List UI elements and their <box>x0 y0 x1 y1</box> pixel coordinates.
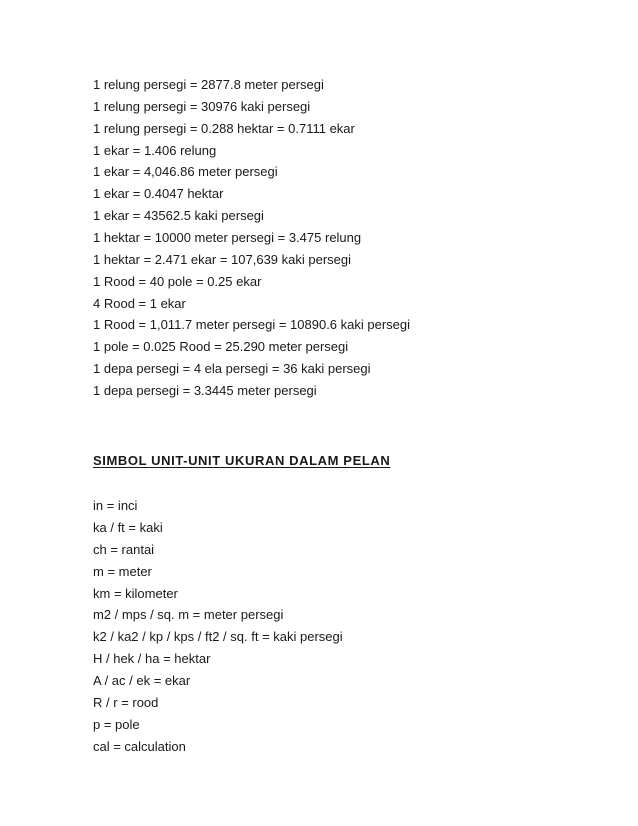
conversion-list <box>93 74 410 402</box>
symbol-line: R / r = rood <box>93 695 159 711</box>
conversion-line: 1 relung persegi = 0.288 hektar = 0.7111 ekar <box>93 120 355 136</box>
symbol-line: p = pole <box>93 716 140 732</box>
symbol-line: ch = rantai <box>93 541 155 557</box>
conversion-line: 1 ekar = 0.4047 hektar <box>93 186 224 202</box>
conversion-line: 1 Rood = 1,011.7 meter persegi = 10890.6 kaki persegi <box>93 317 411 333</box>
symbol-line: A / ac / ek = ekar <box>93 673 191 689</box>
symbol-list <box>93 495 343 758</box>
symbol-line: cal = calculation <box>93 738 186 754</box>
symbol-line: ka / ft = kaki <box>93 519 163 535</box>
conversion-line: 1 Rood = 40 pole = 0.25 ekar <box>93 273 262 289</box>
symbol-line: km = kilometer <box>93 585 178 601</box>
symbol-line: H / hek / ha = hektar <box>93 651 211 667</box>
conversion-line: 1 ekar = 4,046.86 meter persegi <box>93 164 278 180</box>
conversion-line: 1 depa persegi = 4 ela persegi = 36 kaki persegi <box>93 361 371 377</box>
symbol-line: k2 / ka2 / kp / kps / ft2 / sq. ft = kaki persegi <box>93 629 343 645</box>
conversion-line: 1 relung persegi = 2877.8 meter persegi <box>93 77 324 92</box>
conversion-line: 1 ekar = 43562.5 kaki persegi <box>93 208 264 224</box>
conversion-line: 1 pole = 0.025 Rood = 25.290 meter persegi <box>93 339 349 355</box>
conversion-line: 1 ekar = 1.406 relung <box>93 142 217 158</box>
conversion-line: 4 Rood = 1 ekar <box>93 295 186 311</box>
conversion-line: 1 relung persegi = 30976 kaki persegi <box>93 98 311 114</box>
conversion-line: 1 depa persegi = 3.3445 meter persegi <box>93 383 317 399</box>
conversion-line: 1 hektar = 10000 meter persegi = 3.475 relung <box>93 230 362 246</box>
section-title: SIMBOL UNIT-UNIT UKURAN DALAM PELAN <box>93 453 391 468</box>
symbol-line: m2 / mps / sq. m = meter persegi <box>93 607 284 623</box>
symbol-line: in = inci <box>93 498 138 513</box>
conversion-line: 1 hektar = 2.471 ekar = 107,639 kaki persegi <box>93 251 352 267</box>
symbol-line: m = meter <box>93 563 152 579</box>
